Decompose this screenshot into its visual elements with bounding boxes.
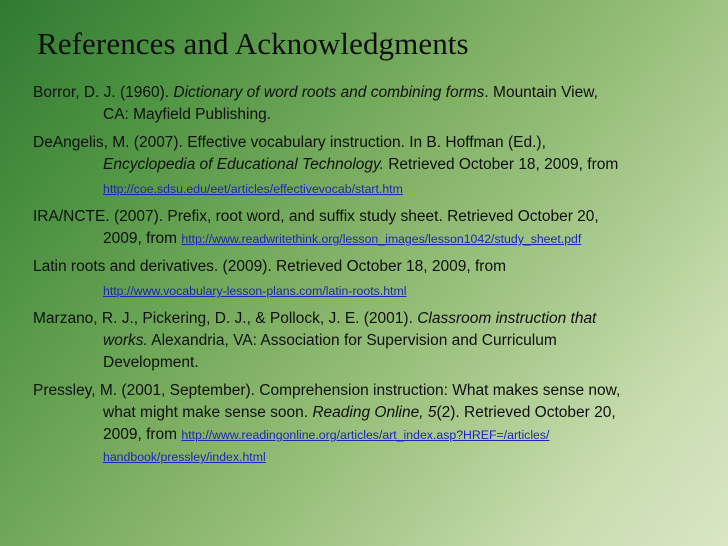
reference-text: Pressley, M. (2001, September). Comprehension instruction: What makes sense now, bbox=[33, 382, 621, 399]
reference-ira-ncte bbox=[33, 206, 723, 250]
reference-line bbox=[33, 352, 723, 374]
reference-line bbox=[33, 424, 723, 446]
reference-line bbox=[33, 104, 723, 126]
reference-text: IRA/NCTE. (2007). Prefix, root word, and suffix study sheet. Retrieved October 20, bbox=[33, 208, 599, 225]
reference-line bbox=[33, 132, 723, 154]
reference-list bbox=[33, 82, 723, 474]
reference-text: DeAngelis, M. (2007). Effective vocabulary instruction. In B. Hoffman (Ed.), bbox=[33, 134, 546, 151]
reference-text: Latin roots and derivatives. (2009). Retrieved October 18, 2009, from bbox=[33, 258, 506, 275]
reference-line bbox=[33, 228, 723, 250]
reference-text: CA: Mayfield Publishing. bbox=[103, 106, 271, 123]
reference-title-italic: Classroom instruction that bbox=[417, 310, 597, 327]
reference-link-pressley-continued[interactable]: handbook/pressley/index.html bbox=[103, 450, 266, 464]
reference-text: Alexandria, VA: Association for Supervision and Curriculum bbox=[147, 332, 557, 349]
reference-line bbox=[33, 308, 723, 330]
reference-text: 2009, from bbox=[103, 426, 182, 443]
reference-line bbox=[33, 380, 723, 402]
reference-line bbox=[33, 446, 723, 468]
reference-line bbox=[33, 256, 723, 278]
reference-deangelis bbox=[33, 132, 723, 200]
reference-line bbox=[33, 206, 723, 228]
reference-text: 2009, from bbox=[103, 230, 182, 247]
reference-text: (2). Retrieved October 20, bbox=[436, 404, 616, 421]
reference-link-latin-roots[interactable]: http://www.vocabulary-lesson-plans.com/latin-roots.html bbox=[103, 284, 407, 298]
reference-text: . Mountain View, bbox=[484, 84, 598, 101]
reference-text: what might make sense soon. bbox=[103, 404, 313, 421]
reference-line bbox=[33, 154, 723, 176]
reference-latin-roots bbox=[33, 256, 723, 302]
reference-link-deangelis[interactable]: http://coe.sdsu.edu/eet/articles/effectivevocab/start.htm bbox=[103, 182, 403, 196]
reference-title-italic: Reading Online, 5 bbox=[312, 404, 437, 421]
reference-line bbox=[33, 178, 723, 200]
reference-link-pressley[interactable]: http://www.readingonline.org/articles/art_index.asp?HREF=/articles/ bbox=[181, 428, 550, 442]
reference-text: Development. bbox=[103, 354, 199, 371]
reference-marzano bbox=[33, 308, 723, 374]
reference-link-ira-ncte[interactable]: http://www.readwritethink.org/lesson_images/lesson1042/study_sheet.pdf bbox=[181, 232, 582, 246]
reference-title-italic: works. bbox=[103, 332, 148, 349]
reference-text: Retrieved October 18, 2009, from bbox=[383, 156, 619, 173]
reference-text: Borror, D. J. (1960). bbox=[33, 84, 174, 101]
reference-line bbox=[33, 402, 723, 424]
reference-pressley bbox=[33, 380, 723, 468]
reference-borror bbox=[33, 82, 723, 126]
reference-line bbox=[33, 280, 723, 302]
reference-line bbox=[33, 82, 723, 104]
reference-text: Marzano, R. J., Pickering, D. J., & Pollock, J. E. (2001). bbox=[33, 310, 418, 327]
reference-line bbox=[33, 330, 723, 352]
slide-title: References and Acknowledgments bbox=[37, 26, 469, 61]
reference-title-italic: Encyclopedia of Educational Technology. bbox=[103, 156, 384, 173]
reference-title-italic: Dictionary of word roots and combining forms bbox=[173, 84, 485, 101]
